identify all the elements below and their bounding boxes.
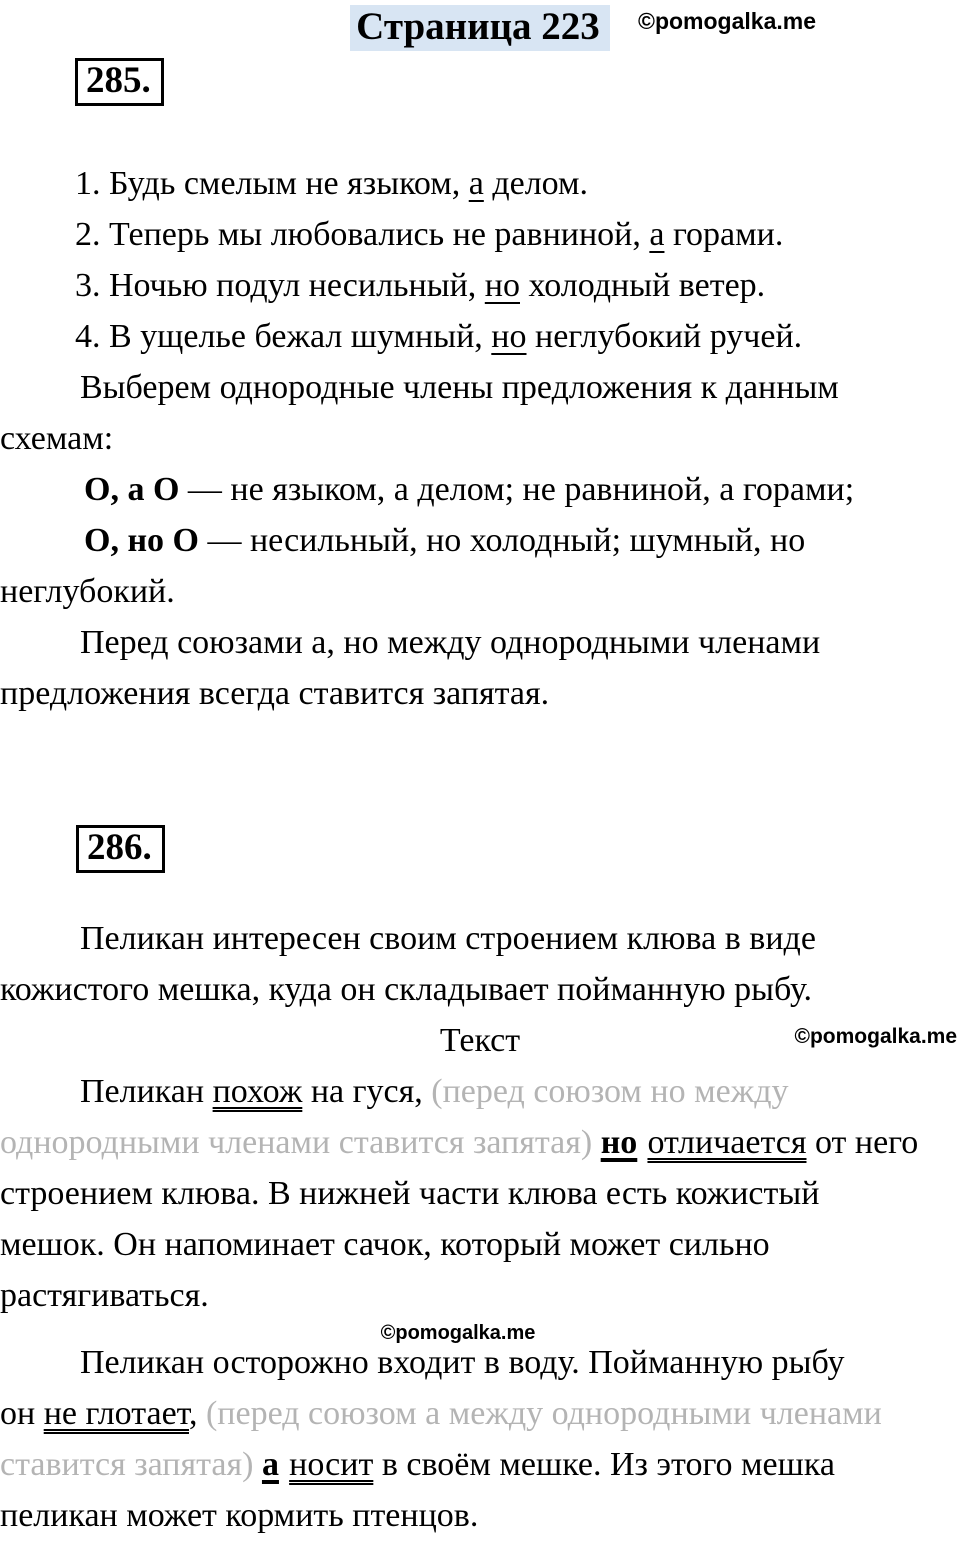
sentence-4-pre: 4. В ущелье бежал шумный, [75,318,492,355]
intro-line-1: Выберем однородные члены предложения к данным [80,369,839,406]
p1-predicate-2: отличается [647,1124,807,1161]
exercise-285-answer [0,158,960,719]
paragraph-2-line-1: Пеликан осторожно входит в воду. Пойманную рыбу [80,1344,845,1381]
p1-predicate-1: похож [212,1073,303,1110]
rule-line-2: предложения всегда ставится запятая. [0,675,550,712]
watermark-center-row [0,1321,938,1344]
sentence-1-pre: 1. Будь смелым не языком, [75,165,469,202]
sentence-2-post: горами. [664,216,784,253]
exercise-285-number-box: 285. [75,58,164,106]
p1-grammar-note-part-1: (перед союзом но между [431,1073,789,1110]
sentence-3 [0,260,960,311]
pelican-intro-line-2: кожистого мешка, куда он складывает пойманную рыбу. [0,971,813,1008]
scheme-2-wrap: неглубокий. [0,573,175,610]
paragraph-2-line-3 [0,1439,960,1490]
exercise-286-answer [0,913,960,1541]
scheme-2-items: — несильный, но холодный; шумный, но [198,522,806,559]
p1-start: Пеликан [80,1073,213,1110]
sentence-2-conjunction: а [649,216,665,253]
p2-comma: , [188,1395,206,1432]
paragraph-1-line-3: строением клюва. В нижней части клюва есть кожистый [0,1175,820,1212]
paragraph-2-line-4: пеликан может кормить птенцов. [0,1497,479,1534]
p1-conjunction: но [600,1124,638,1161]
sentence-4-post: неглубокий ручей. [526,318,803,355]
scheme-2 [0,515,960,566]
sentence-1-post: делом. [483,165,589,202]
text-label: Текст [439,1022,521,1059]
page-title: Страница 223 [350,5,610,51]
paragraph-1-line-5: растягиваться. [0,1277,209,1314]
paragraph-1-line-2 [0,1117,960,1168]
sentence-3-pre: 3. Ночью подул несильный, [75,267,485,304]
text-label-row [0,1015,960,1066]
sentence-2-pre: 2. Теперь мы любовались не равниной, [75,216,650,253]
watermark-top: ©pomogalka.me [638,8,816,34]
p1-mid: на гуся, [302,1073,432,1110]
sentence-2 [0,209,960,260]
p2-grammar-note-part-1: (перед союзом а между однородными членами [205,1395,882,1432]
p1-grammar-note-part-2: однородными членами ставится запятая) [0,1124,601,1161]
scheme-1-label: О, а О [84,471,180,508]
scheme-2-label: О, но О [84,522,199,559]
paragraph-1-line-1 [0,1066,960,1117]
pelican-intro-line-1: Пеликан интересен своим строением клюва в виде [80,920,816,957]
watermark-middle: ©pomogalka.me [794,1025,957,1048]
sentence-4-conjunction: но [491,318,527,355]
p1-line-2-end: от него [806,1124,919,1161]
p2-predicate-2: носит [289,1446,374,1483]
sentence-4 [0,311,960,362]
page-header [0,0,960,54]
exercise-286-row [76,825,960,873]
intro-line-2: схемам: [0,420,114,457]
sentence-1 [0,158,960,209]
watermark-center: ©pomogalka.me [380,1322,536,1344]
paragraph-2-line-2 [0,1388,960,1439]
p2-predicate-1: не глотает [43,1395,189,1432]
sentence-3-conjunction: но [484,267,520,304]
p2-grammar-note-part-2: ставится запятая) [0,1446,262,1483]
scheme-1-items: — не языком, а делом; не равниной, а горами; [179,471,855,508]
sentence-3-post: холодный ветер. [520,267,766,304]
exercise-286-number-box: 286. [76,825,165,873]
paragraph-1-line-4: мешок. Он напоминает сачок, который может сильно [0,1226,770,1263]
scheme-1 [0,464,960,515]
rule-line-1: Перед союзами а, но между однородными членами [80,624,821,661]
p2-line-3-end: в своём мешке. Из этого мешка [373,1446,835,1483]
p2-conjunction: а [261,1446,279,1483]
p2-start: он [0,1395,44,1432]
exercise-285-row [75,58,960,106]
sentence-1-conjunction: а [468,165,484,202]
